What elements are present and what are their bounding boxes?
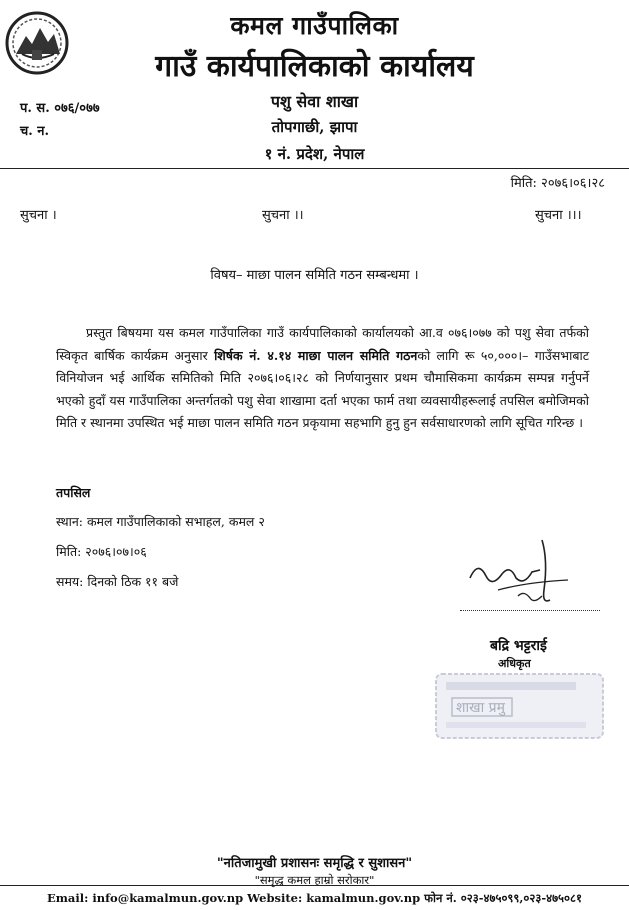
- signatory-title: अधिकृत: [498, 657, 531, 670]
- handwritten-signature: [458, 530, 578, 618]
- footer-divider: [0, 885, 629, 886]
- details-place: स्थान: कमल गाउँपालिकाको सभाहल, कमल २: [56, 514, 265, 529]
- province: १ नं. प्रदेश, नेपाल: [264, 145, 365, 163]
- letter-reference-number: प. स. ०७६/०७७: [20, 101, 100, 116]
- subject-line: विषय– माछा पालन समिति गठन सम्बन्धमा ।: [210, 268, 419, 283]
- address: तोपगाछी, झापा: [271, 118, 358, 136]
- signatory-name: बद्रि भट्टराई: [490, 638, 547, 654]
- details-time: समय: दिनको ठिक ११ बजे: [56, 574, 179, 589]
- body-text-part-1: प्रस्तुत बिषयमा यस कमल गाउँपालिका गाउँ कार्यपालिकाको कार्यालयको आ.व ०७६।०७७ को पशु सेवा तर्फको स्विकृत बार्षिक कार्यक्रम अनुसार: [56, 325, 589, 363]
- notice-body: [56, 322, 589, 435]
- stamp-text: शाखा प्रमु: [456, 700, 506, 716]
- office-name: गाउँ कार्यपालिकाको कार्यालय: [155, 49, 474, 84]
- details-heading: तपसिल: [56, 485, 91, 500]
- details-date: मिति: २०७६।०७।०६: [56, 544, 147, 559]
- footer-tagline: "समृद्ध कमल हाम्रो सरोकार": [254, 873, 375, 887]
- signature-line: [460, 610, 600, 611]
- municipality-name: कमल गाउँपालिका: [230, 11, 399, 40]
- notice-label-3: सुचना ।।।: [535, 208, 582, 223]
- body-text-part-2: को लागि रू ५०,०००।– गाउँसभाबाट विनियोजन भई आर्थिक समितिको मिति २०७६।०६।२८ को निर्णयानुसार प्रथम चौमासिकमा कार्यक्रम सम्पन्न गर्नुपर्ने भएको हुदाँ यस गाउँपालिका अन्तर्गतको पशु सेवा शाखामा दर्ता भएका फार्म तथा व्यवसायीहरूलाई तपसिल बमोजिमको मिति र स्थानमा उपस्थित भई माछा पालन समिति गठन प्रकृयामा सहभागि हुनु हुन सर्वसाधारणको लागि सूचित गरिन्छ ।: [56, 347, 589, 430]
- letter-date: मिति: २०७६।०६।२८: [510, 176, 605, 191]
- notice-label-2: सुचना ।।: [262, 208, 304, 223]
- dispatch-number: च. न.: [20, 124, 50, 139]
- header-divider: [0, 168, 629, 169]
- body-text-highlight: शिर्षक नं. ४.१४ माछा पालन समिति गठन: [214, 347, 418, 363]
- notice-label-1: सुचना ।: [20, 208, 57, 223]
- footer-contact: Email: info@kamalmun.gov.np Website: kamalmun.gov.np फोन नं. ०२३-४७५०९९,०२३-४७५०८१: [47, 891, 582, 905]
- footer-motto: "नतिजामुखी प्रशासनः समृद्धि र सुशासन": [216, 856, 413, 871]
- office-stamp: [432, 670, 607, 742]
- section-name: पशु सेवा शाखा: [270, 92, 359, 111]
